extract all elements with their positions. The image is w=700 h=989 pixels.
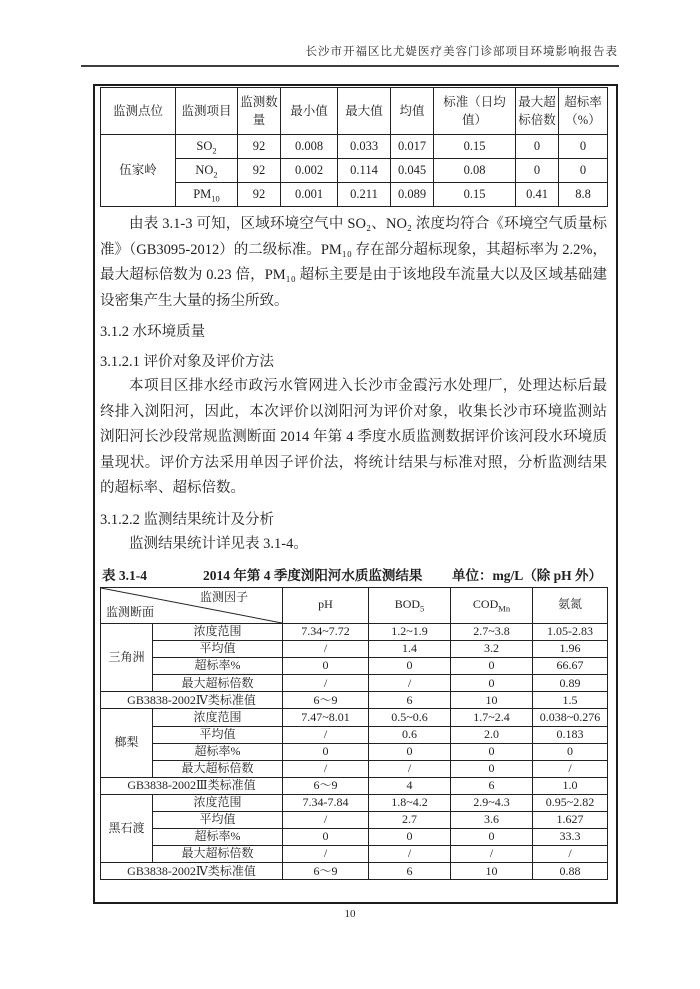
water-row-label: 浓度范围 xyxy=(153,709,283,726)
column-subscript: 5 xyxy=(420,603,425,614)
water-table-row xyxy=(101,760,608,777)
water-value-cell: 0 xyxy=(369,743,451,760)
para-eval-method: 本项目区排水经市政污水管网进入长沙市金霞污水处理厂，处理达标后最终排入浏阳河，因此，本次评价以浏阳河为评价对象，收集长沙市环境监测站浏阳河长沙段常规监测断面 2014 年第 4 季度水质监测数据评价该河段水环境质量现状。评价方法采用单因子评价法，将统计结果与标准对照，分析监测结果的超标率、超标倍数。 xyxy=(100,378,607,496)
air-value-cell: 0.211 xyxy=(338,183,391,207)
caption-title: 2014 年第 4 季度浏阳河水质监测结果 xyxy=(203,568,423,583)
water-value-cell: 0.183 xyxy=(533,726,608,743)
water-standard-value: 6～9 xyxy=(283,863,369,880)
water-value-cell: 0.5~0.6 xyxy=(369,709,451,726)
water-header-cod xyxy=(451,588,533,624)
water-value-cell: 7.34-7.84 xyxy=(283,794,369,811)
water-value-cell: 2.9~4.3 xyxy=(451,794,533,811)
water-standard-label: GB3838-2002Ⅲ类标准值 xyxy=(101,777,283,794)
water-header-bod xyxy=(369,588,451,624)
water-standard-value: 1.0 xyxy=(533,777,608,794)
air-item-cell xyxy=(176,135,238,159)
water-value-cell: 0 xyxy=(451,675,533,692)
water-standard-value: 6～9 xyxy=(283,777,369,794)
water-row-label: 平均值 xyxy=(153,641,283,658)
water-standard-value: 10 xyxy=(451,863,533,880)
column-name: BOD xyxy=(394,596,421,611)
water-standard-row xyxy=(101,692,608,709)
water-value-cell: 0.95~2.82 xyxy=(533,794,608,811)
water-value-cell: 1.2~1.9 xyxy=(369,624,451,641)
para-air-summary: 由表 3.1-3 可知，区域环境空气中 SO₂、NO₂ 浓度均符合《环境空气质量标准》（GB3095-2012）的二级标准。PM₁₀ 存在部分超标现象，其超标率为 2.2%，最大超标倍数为 0.23 倍，PM₁₀ 超标主要是由于该地段车流量大以及区域基础建设密集产生大量的扬尘所致。 xyxy=(100,216,607,309)
column-name: pH xyxy=(318,596,333,611)
air-value-cell: 0.045 xyxy=(391,159,434,183)
pollutant-name: PM xyxy=(193,186,212,201)
diagonal-corner-cell xyxy=(101,588,283,624)
narrative-block xyxy=(95,207,616,557)
pollutant-name: SO xyxy=(196,138,213,153)
water-value-cell: 0 xyxy=(533,743,608,760)
air-item-cell xyxy=(176,183,238,207)
air-value-cell: 0.41 xyxy=(516,183,559,207)
water-standard-value: 6 xyxy=(451,777,533,794)
water-standard-row xyxy=(101,863,608,880)
water-standard-value: 0.88 xyxy=(533,863,608,880)
water-row-label: 浓度范围 xyxy=(153,794,283,811)
water-standard-value: 6～9 xyxy=(283,692,369,709)
air-value-cell: 8.8 xyxy=(559,183,608,207)
air-header-site: 监测点位 xyxy=(101,88,176,135)
water-value-cell: 1.7~2.4 xyxy=(451,709,533,726)
water-value-cell: 0 xyxy=(369,658,451,675)
air-header-item: 监测项目 xyxy=(176,88,238,135)
water-standard-row xyxy=(101,777,608,794)
para-results-ref: 监测结果统计详见表 3.1-4。 xyxy=(129,535,308,552)
water-standard-value: 1.5 xyxy=(533,692,608,709)
air-quality-table xyxy=(100,87,608,207)
water-value-cell: 0 xyxy=(451,658,533,675)
air-value-cell: 0 xyxy=(559,135,608,159)
air-header-min: 最小值 xyxy=(281,88,338,135)
water-row-label: 超标率% xyxy=(153,829,283,846)
water-value-cell: / xyxy=(369,675,451,692)
air-table-body xyxy=(101,135,608,207)
water-table-row xyxy=(101,846,608,863)
water-table-body xyxy=(101,624,608,880)
water-value-cell: 0.6 xyxy=(369,726,451,743)
water-value-cell: 66.67 xyxy=(533,658,608,675)
water-value-cell: 0 xyxy=(451,760,533,777)
air-value-cell: 92 xyxy=(238,183,281,207)
water-value-cell: / xyxy=(283,726,369,743)
water-value-cell: / xyxy=(283,846,369,863)
air-value-cell: 0.089 xyxy=(391,183,434,207)
water-table-row xyxy=(101,829,608,846)
water-value-cell: 0.038~0.276 xyxy=(533,709,608,726)
water-table-row xyxy=(101,812,608,829)
water-standard-value: 6 xyxy=(369,863,451,880)
water-value-cell: 0 xyxy=(283,658,369,675)
water-value-cell: 1.05-2.83 xyxy=(533,624,608,641)
water-row-label: 最大超标倍数 xyxy=(153,675,283,692)
water-section-name: 三角洲 xyxy=(101,624,153,692)
water-value-cell: / xyxy=(451,846,533,863)
water-row-label: 超标率% xyxy=(153,743,283,760)
air-value-cell: 0 xyxy=(516,159,559,183)
water-value-cell: 2.7 xyxy=(369,812,451,829)
water-table-header-row xyxy=(101,588,608,624)
air-value-cell: 0.008 xyxy=(281,135,338,159)
air-table-header-row xyxy=(101,88,608,135)
caption-label: 表 3.1-4 xyxy=(102,568,147,583)
water-row-label: 最大超标倍数 xyxy=(153,846,283,863)
water-table-row xyxy=(101,726,608,743)
water-value-cell: 1.627 xyxy=(533,812,608,829)
water-value-cell: 0 xyxy=(451,829,533,846)
water-table-row xyxy=(101,658,608,675)
corner-label-factor: 监测因子 xyxy=(199,590,248,604)
air-value-cell: 0.15 xyxy=(434,183,516,207)
water-value-cell: 2.7~3.8 xyxy=(451,624,533,641)
air-value-cell: 0.001 xyxy=(281,183,338,207)
water-value-cell: 1.4 xyxy=(369,641,451,658)
pollutant-subscript: 2 xyxy=(213,169,218,180)
air-value-cell: 0.15 xyxy=(434,135,516,159)
corner-label-section: 监测断面 xyxy=(106,605,155,620)
water-table-row xyxy=(101,624,608,641)
water-standard-value: 6 xyxy=(369,692,451,709)
water-table-row xyxy=(101,675,608,692)
air-value-cell: 0.114 xyxy=(338,159,391,183)
water-row-label: 浓度范围 xyxy=(153,624,283,641)
air-value-cell: 92 xyxy=(238,159,281,183)
content-frame xyxy=(93,84,618,904)
water-standard-value: 4 xyxy=(369,777,451,794)
column-subscript: Mn xyxy=(498,603,511,614)
water-value-cell: 3.6 xyxy=(451,812,533,829)
water-header-nh3n xyxy=(533,588,608,624)
header-rule xyxy=(81,65,619,67)
water-value-cell: / xyxy=(533,846,608,863)
water-value-cell: 7.34~7.72 xyxy=(283,624,369,641)
water-value-cell: / xyxy=(283,812,369,829)
air-header-avg: 均值 xyxy=(391,88,434,135)
air-item-cell xyxy=(176,159,238,183)
water-value-cell: 0.89 xyxy=(533,675,608,692)
water-standard-value: 10 xyxy=(451,692,533,709)
water-value-cell: / xyxy=(369,846,451,863)
air-header-count: 监测数量 xyxy=(238,88,281,135)
water-value-cell: 3.2 xyxy=(451,641,533,658)
water-value-cell: 1.8~4.2 xyxy=(369,794,451,811)
water-table-caption xyxy=(102,564,602,584)
air-header-rate: 超标率（%） xyxy=(559,88,608,135)
heading-water-env: 3.1.2 水环境质量 xyxy=(100,324,206,340)
air-header-std: 标准（日均值） xyxy=(434,88,516,135)
water-value-cell: 0 xyxy=(451,743,533,760)
air-value-cell: 92 xyxy=(238,135,281,159)
air-table-row xyxy=(101,135,608,159)
water-row-label: 最大超标倍数 xyxy=(153,760,283,777)
air-value-cell: 0.08 xyxy=(434,159,516,183)
document-header-title: 长沙市开福区比尤媞医疗美容门诊部项目环境影响报告表 xyxy=(305,46,618,58)
water-section-name: 黑石渡 xyxy=(101,794,153,862)
column-name: 氨氮 xyxy=(557,596,582,611)
air-value-cell: 0.033 xyxy=(338,135,391,159)
pollutant-name: NO xyxy=(195,162,214,177)
caption-unit: 单位：mg/L（除 pH 外） xyxy=(451,568,602,583)
water-value-cell: / xyxy=(369,760,451,777)
water-row-label: 超标率% xyxy=(153,658,283,675)
air-table-row xyxy=(101,183,608,207)
page-number: 10 xyxy=(344,908,356,920)
water-table-row xyxy=(101,794,608,811)
water-standard-label: GB3838-2002Ⅳ类标准值 xyxy=(101,863,283,880)
water-value-cell: 2.0 xyxy=(451,726,533,743)
water-row-label: 平均值 xyxy=(153,812,283,829)
air-table-row xyxy=(101,159,608,183)
water-quality-table xyxy=(100,587,608,880)
air-site-cell: 伍家岭 xyxy=(101,135,176,207)
air-value-cell: 0.017 xyxy=(391,135,434,159)
water-value-cell: 0 xyxy=(283,829,369,846)
air-value-cell: 0 xyxy=(516,135,559,159)
water-value-cell: 7.47~8.01 xyxy=(283,709,369,726)
heading-results: 3.1.2.2 监测结果统计及分析 xyxy=(100,511,274,528)
pollutant-subscript: 10 xyxy=(211,193,220,204)
water-section-name: 榔梨 xyxy=(101,709,153,777)
air-value-cell: 0.002 xyxy=(281,159,338,183)
air-value-cell: 0 xyxy=(559,159,608,183)
water-header-ph xyxy=(283,588,369,624)
column-name: COD xyxy=(472,596,499,611)
water-value-cell: 0 xyxy=(369,829,451,846)
water-value-cell: / xyxy=(283,760,369,777)
water-value-cell: / xyxy=(283,641,369,658)
air-header-factor: 最大超标倍数 xyxy=(516,88,559,135)
water-table-row xyxy=(101,641,608,658)
water-value-cell: 33.3 xyxy=(533,829,608,846)
pollutant-subscript: 2 xyxy=(212,145,217,156)
water-value-cell: / xyxy=(533,760,608,777)
water-table-row xyxy=(101,709,608,726)
water-value-cell: / xyxy=(283,675,369,692)
water-value-cell: 0 xyxy=(283,743,369,760)
water-standard-label: GB3838-2002Ⅳ类标准值 xyxy=(101,692,283,709)
water-table-row xyxy=(101,743,608,760)
water-value-cell: 1.96 xyxy=(533,641,608,658)
heading-eval-method: 3.1.2.1 评价对象及评价方法 xyxy=(100,354,274,370)
water-row-label: 平均值 xyxy=(153,726,283,743)
air-header-max: 最大值 xyxy=(338,88,391,135)
